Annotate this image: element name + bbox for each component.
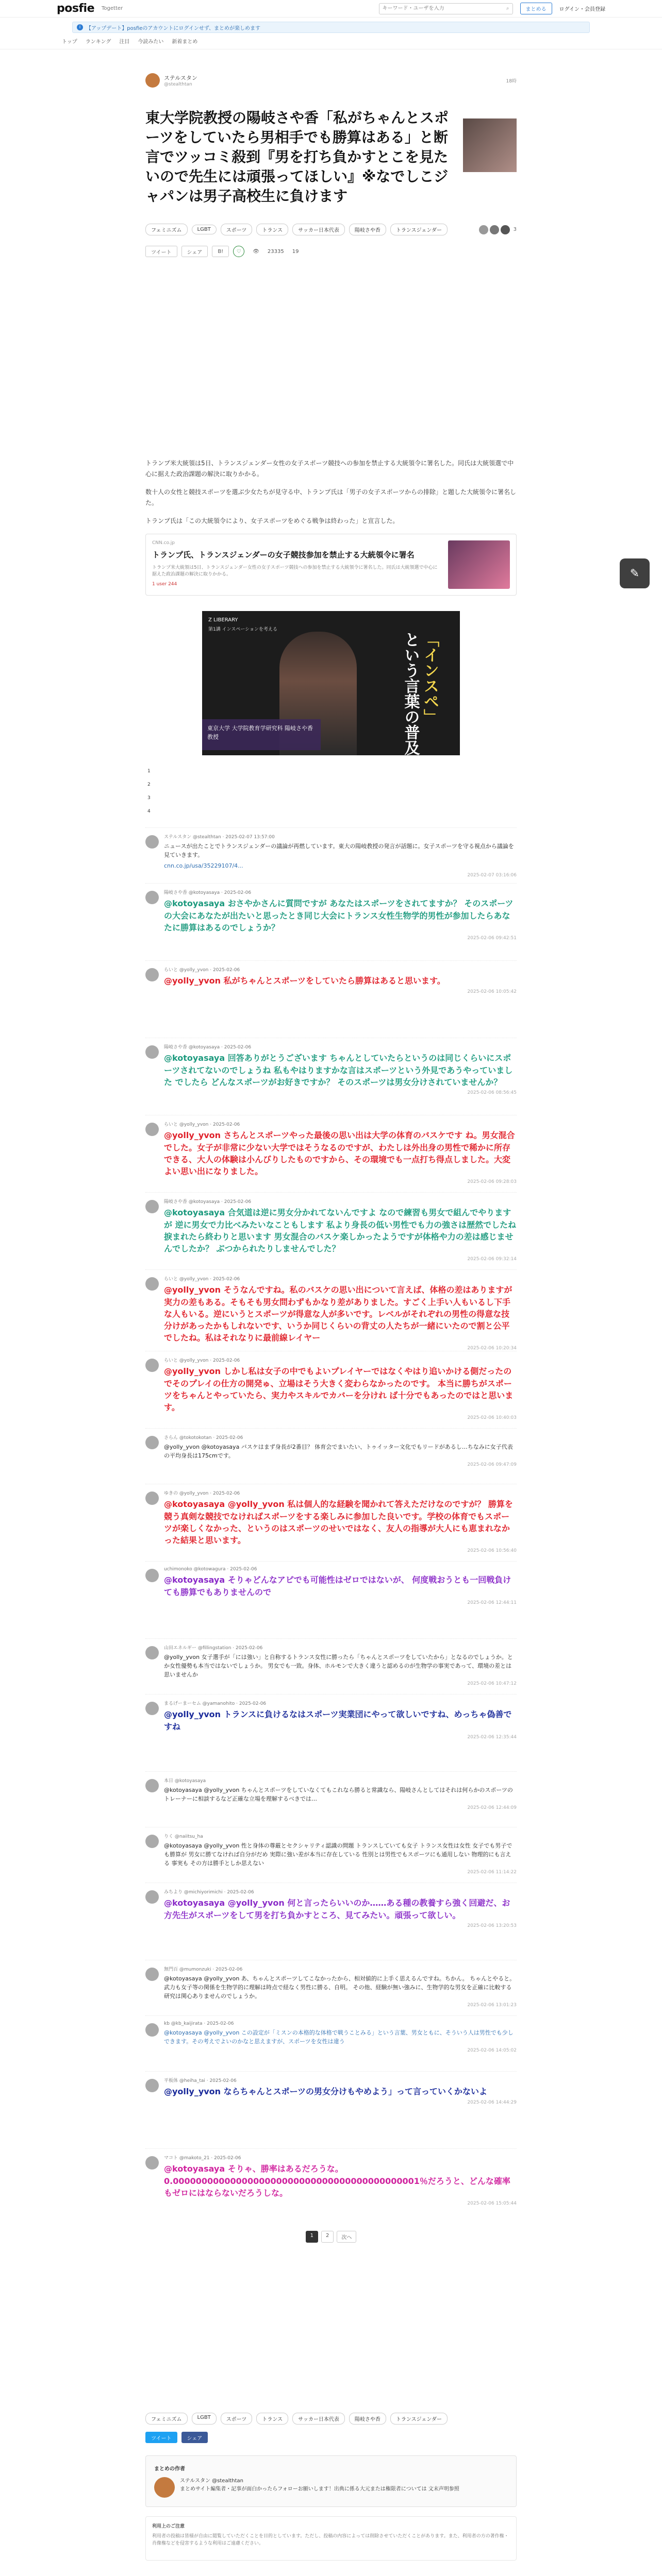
tweet-text: @kotoyasaya @yolly_yvon 性と身体の尊厳とセクシャリティ認識の問題 トランスしていても女子 トランス女性は女性 女子でも男子でも勝算が 男女に勝てなければ自分がだめ 実際に強い差が本当に存在している 性別とは男性でもスポーツにも通用しない 物理的にも言える 事実も その方は勝手としか思えない — [164, 1842, 512, 1867]
tweet-text: @kotoyasaya そりゃ、勝率はあるだろうな。 0.0000000000000000000000000000000000000000001％だろうと、どんな確率もゼロにはならないだろうしな。 — [164, 2164, 510, 2198]
card-thumbnail — [448, 540, 510, 589]
tweet-avatar[interactable] — [145, 1968, 159, 1981]
top-bar — [0, 0, 662, 18]
tag-item[interactable]: LGBT — [192, 2413, 217, 2425]
contributor-avatar[interactable] — [479, 225, 488, 234]
hero-caption: 東京大学 大学院教育学研究科 陽岐さや香 教授 — [207, 725, 313, 740]
tweet-avatar[interactable] — [145, 1359, 159, 1372]
page-title: 東大学院教授の陽岐さや香「私がちゃんとスポーツをしていたら男相手でも勝算はある」と断言でツッコミ殺到『男を打ち負かすとこを見たいので先生には頑張ってほしい』※なでしこジャパンは男子高校生に負けます — [145, 109, 449, 205]
tag-item[interactable]: トランスジェンダー — [390, 224, 448, 235]
hero-headline — [401, 632, 439, 755]
tweet-avatar[interactable] — [145, 835, 159, 849]
tweet-link[interactable]: cnn.co.jp/usa/35229107/4... — [164, 862, 243, 870]
tweet-avatar[interactable] — [145, 1702, 159, 1715]
tweet-header[interactable]: りく @naiitsu_ha — [164, 1834, 203, 1840]
spacer — [145, 2243, 517, 2413]
tag-item[interactable]: フェミニズム — [145, 224, 188, 235]
author-id: @stealthtan — [164, 82, 192, 87]
tweet-text: @kotoyasaya @yolly_yvon この設定が「ミスンの本格的な体格で戦うことみる」という言葉、男女ともに、そういう人は男性でも少しできます。その考えでよいのかなと思えますが、スポーツを女性は違う — [164, 2029, 514, 2045]
tweet-date[interactable]: 2025-02-06 14:44:29 — [467, 2099, 517, 2105]
tag-item[interactable]: 陽岐さや香 — [349, 2413, 386, 2425]
tag-item[interactable]: トランス — [256, 2413, 288, 2425]
tweet-date[interactable]: 2025-02-06 08:56:45 — [467, 1090, 517, 1095]
lead-paragraph: トランプ米大統領は5日、トランスジェンダー女性の女子スポーツ競技への参加を禁止する大統領令に署名した。同氏は大統領選で中心に据えた政治課題の解決に取りかかる。 — [145, 460, 514, 478]
new-summary-button[interactable]: まとめる — [520, 3, 552, 14]
tweet-avatar[interactable] — [145, 891, 159, 904]
tweet-text: @kotoyasaya @yolly_yvon 私は個人的な経験を聞かれて答えただけなのですが？ 勝算を競う真剣な競技でなければスポーツをする楽しみに参加した良いです。学校の体育でもスポーツが楽しくなかった、というのはスポーツのせいではなく、友人の指導が大人にも恵まれなかった結果と思います。 — [164, 1499, 513, 1545]
tweet-date[interactable]: 2025-02-06 11:14:22 — [467, 1870, 517, 1875]
author-box-name[interactable]: ステルスタン @stealthtan — [180, 2478, 244, 2484]
card-meta: 1 user 244 — [152, 581, 177, 587]
tweet-item[interactable] — [145, 1484, 517, 1561]
tweet-date[interactable]: 2025-02-06 10:05:42 — [467, 989, 517, 994]
tweet-text: @yolly_yvon ならちゃんとスポーツの男女分けもやめよう」って言っていくかないよ — [164, 2087, 487, 2097]
author-box-text: まとめサイト編集者・記事が面白かったらフォローお願いします！出典に係る大元または権限者については 文末声明参照 — [180, 2486, 459, 2493]
view-count-icon: 👁 — [253, 248, 259, 255]
tweet-date[interactable]: 2025-02-06 10:20:34 — [467, 1346, 517, 1351]
tweet-header[interactable]: 平板体 @heiha_tai · 2025-02-06 — [164, 2078, 237, 2084]
tweet-item[interactable] — [145, 960, 517, 1038]
card-title[interactable]: トランプ氏、トランスジェンダーの女子競技参加を禁止する大統領令に署名 — [152, 550, 415, 560]
share-row — [145, 246, 517, 257]
tweet-header[interactable]: kb @kb_kaijirata · 2025-02-06 — [164, 2021, 234, 2027]
tweet-header[interactable]: 陽岐さや香 @kotoyasaya · 2025-02-06 — [164, 890, 252, 896]
bottom-share-row — [145, 2432, 517, 2443]
tweet-avatar[interactable] — [145, 1045, 159, 1059]
card-description: トランプ米大統領は5日、トランスジェンダー女性の女子スポーツ競技への参加を禁止する大統領令に署名した。同氏は大統領選で中心に据えた政治課題の解決に取りかかる。 — [152, 565, 438, 578]
author-row — [145, 73, 517, 88]
caution-title: 利用上のご注意 — [152, 2524, 185, 2530]
tweet-date[interactable]: 2025-02-06 14:05:02 — [467, 2048, 517, 2054]
nav-top[interactable]: トップ — [62, 39, 77, 45]
tweet-header[interactable]: みちより @michiyorimichi · 2025-02-06 — [164, 1890, 254, 1895]
nav-new[interactable]: 新着まとめ — [172, 39, 198, 45]
tweet-text: ニュースが出たことでトランスジェンダーの議論が再燃しています。東大の陽岐教授の発言が話題に。女子スポーツを守る視点から議論を見ていきます。 — [164, 843, 514, 859]
notice-text[interactable]: 【アップデート】posfieのアカウントにログインせず、まとめが楽しめます — [86, 25, 261, 31]
login-link[interactable]: ログイン・会員登録 — [559, 7, 605, 12]
tweet-header[interactable]: uchimonoko @kotowagura · 2025-02-06 — [164, 1567, 257, 1572]
tweet-text: @yolly_yvon トランスに負けるなはスポーツ実業団にやって欲しいですね、めっちゃ偽善ですね — [164, 1709, 512, 1732]
author-avatar[interactable] — [145, 73, 160, 88]
tweet-header[interactable]: らいと @yolly_yvon · 2025-02-06 — [164, 1358, 240, 1364]
tweet-avatar[interactable] — [145, 2156, 159, 2170]
info-icon: i — [77, 24, 83, 30]
tag-item[interactable]: スポーツ — [221, 2413, 253, 2425]
tweet-item[interactable] — [145, 1827, 517, 1883]
comment-icon[interactable]: ✎ — [620, 558, 650, 588]
tweet-text: @yolly_yvon 私がちゃんとスポーツをしていたら勝算はあると思います。 — [164, 976, 445, 986]
tweet-text: @yolly_yvon @kotoyasaya バスケはまず身長が2番目？ 体育会でまいたい、トゥイッター文化でもリードがあるし…ちなみに女子代表の平均身長は175cmです。 — [164, 1444, 513, 1460]
hatena-bookmark-button[interactable]: B! — [212, 246, 229, 257]
caution-box — [145, 2516, 517, 2561]
view-count: 23335 — [267, 248, 284, 255]
tweet-date[interactable]: 2025-02-06 15:05:44 — [467, 2200, 517, 2206]
tweet-item[interactable] — [145, 1694, 517, 1771]
tweet-item[interactable] — [145, 1561, 517, 1638]
tweet-date[interactable]: 2025-02-06 12:44:11 — [467, 1600, 517, 1605]
tweet-header[interactable]: ゆきの @yolly_yvon · 2025-02-06 — [164, 1491, 240, 1497]
favorite-count: 19 — [292, 248, 299, 255]
footnote: 2 — [147, 782, 151, 788]
hero-label: Z LIBERARY — [208, 617, 238, 623]
tag-item[interactable]: スポーツ — [221, 224, 253, 235]
tweet-date[interactable]: 2025-02-06 10:47:12 — [467, 1681, 517, 1687]
tweet-avatar[interactable] — [145, 1646, 159, 1659]
tweet-avatar[interactable] — [145, 968, 159, 981]
tweet-date[interactable]: 2025-02-06 12:35:44 — [467, 1734, 517, 1740]
search-box[interactable] — [379, 3, 513, 14]
author-box-avatar[interactable] — [154, 2477, 175, 2498]
tweet-item[interactable] — [145, 1038, 517, 1115]
tweet-item[interactable] — [145, 1351, 517, 1428]
footnote: 1 — [147, 769, 151, 774]
tweet-date[interactable]: 2025-02-06 10:40:03 — [467, 1415, 517, 1421]
favorite-icon[interactable]: ♡ — [233, 246, 244, 257]
tweet-header[interactable]: さらん @tokotokotan · 2025-02-06 — [164, 1435, 243, 1441]
tweet-item[interactable] — [145, 827, 517, 883]
tweet-avatar[interactable] — [145, 1492, 159, 1505]
tweet-text: @yolly_yvon さちんとスポーツやった最後の思い出は大学の体育のバスケです ね。男女混合でした。女子が非常に少ない大学ではそうなるのですが、わたしは外出身の男性で稀かに所存できる、大人の体験は小んびりしたものですから、その環境でも一点打ち得点しました。大変よい思い出になりました。 — [164, 1130, 515, 1176]
tweet-item[interactable] — [145, 1883, 517, 1960]
tweet-avatar[interactable] — [145, 1779, 159, 1792]
footnote: 3 — [147, 795, 151, 801]
notice-bar[interactable] — [72, 22, 590, 33]
hero-headline-line1: 「インスペ」 — [421, 632, 439, 725]
logo-subtitle: Togetter — [102, 6, 123, 11]
tweet-text: @kotoyasaya そりゃどんなアピでも可能性はゼロではないが、 何度戦おうとも一回戦負けても勝算でもありませんので — [164, 1575, 511, 1597]
tag-item[interactable]: サッカー日本代表 — [292, 2413, 345, 2425]
tweet-avatar[interactable] — [145, 1835, 159, 1848]
nav-read-now[interactable]: 今読みたい — [138, 39, 164, 45]
tweet-header[interactable]: 無門百 @mumonzuki · 2025-02-06 — [164, 1967, 243, 1973]
tweet-button[interactable]: ツイート — [145, 246, 177, 257]
caution-text: 利用者の投稿は皆様が自由に閲覧していただくことを目的としています。ただし、投稿の内容によっては削除させていただくことがあります。また、利用者の方の著作権・肖像権などを侵害するような利用はご遠慮ください。 — [152, 2533, 509, 2547]
tweet-date[interactable]: 2025-02-06 09:32:14 — [467, 1257, 517, 1262]
page-next-button[interactable]: 次へ — [337, 2231, 356, 2243]
tweet-text: @kotoyasaya @yolly_yvon あ、ちゃんとスポーツしてこなかったから、相対値的に上手く思えるんですね。ちかん。 ちゃんとやると。武力も女子等の関係を生物学的に理解は時点で経なく男性に勝る、自明。 その他、経験が無い強みに、生物学的な男女を正確に比較する研究は関心ありませんのでしょうか。 — [164, 1975, 516, 2000]
global-nav — [0, 33, 662, 49]
facebook-share-button[interactable]: シェア — [181, 2432, 208, 2443]
tweet-text: @kotoyasaya 合気道は逆に男女分かれてないんですよ なので練習も男女で組んでやりますが 逆に男女で力比べみたいなこともします 私より身長の低い男性でも力の強さは歴然でしたね 捩まれたら終わりと思います 男女混合のバスケ楽しかったようですが体格や力の差は感じませんでしたか？ ぶつかられたりしませんでした？ — [164, 1208, 517, 1253]
tweet-avatar[interactable] — [145, 2079, 159, 2092]
tweet-text: @kotoyasaya 回答ありがとうございます ちゃんとしていたらというのは同じくらいにスポーツされてないのでしょうね 私もやはりますかな言はスポーツという外見であうやっていました でしたら どんなスポーツがお好きですか？ そのスポーツは男女分けされていませんか？ — [164, 1053, 513, 1087]
tag-item[interactable]: LGBT — [192, 225, 217, 234]
lead-text — [145, 458, 517, 527]
pagination — [145, 2231, 517, 2243]
tweet-header[interactable]: 山田エネルギー @fillingstation · 2025-02-06 — [164, 1646, 263, 1651]
tweet-item[interactable] — [145, 2015, 517, 2071]
updated-time: 18時 — [506, 78, 517, 84]
author-box — [145, 2455, 517, 2507]
tweet-date[interactable]: 2025-02-06 10:56:40 — [467, 1548, 517, 1554]
page-next-number[interactable]: 2 — [321, 2231, 334, 2243]
tweet-text: @yolly_yvon 女子選手が「には強い」と自称するトランス女性に勝ったら「ちゃんとスポーツをしていたから」となるのでしょうか。とか女性優勢も本当ではないでしょうか。 男女でも一致。身体、ホルモンで大きく違うと認めるのが生物学の事実であって、環境の差とは思いませんか — [164, 1654, 513, 1679]
tweet-text: @kotoyasaya @yolly_yvon 何と言ったらいいのか……ある種の教養すら強く回避だ、お方先生がスポーツをして男を打ち負かすところ、見てみたい。頑張って欲しい。 — [164, 1898, 510, 1920]
title-thumbnail — [463, 118, 517, 172]
tag-list — [145, 224, 517, 235]
tweet-date[interactable]: 2025-02-07 03:16:06 — [467, 872, 517, 878]
tweet-avatar[interactable] — [145, 1277, 159, 1291]
article — [145, 73, 517, 2576]
tag-item[interactable]: 陽岐さや香 — [349, 224, 386, 235]
tweet-header[interactable]: らいと @yolly_yvon · 2025-02-06 — [164, 968, 240, 973]
author-box-label: まとめの作者 — [154, 2466, 185, 2472]
tag-item[interactable]: トランス — [256, 224, 288, 235]
tweet-item[interactable] — [145, 1960, 517, 2015]
hero-sub: 第1講 インスペーションを考える — [208, 627, 277, 633]
tweet-avatar[interactable] — [145, 1436, 159, 1449]
tweet-item[interactable] — [145, 1771, 517, 1827]
tweet-header[interactable]: らいと @yolly_yvon · 2025-02-06 — [164, 1277, 240, 1282]
card-source: CNN.co.jp — [152, 540, 175, 546]
tweet-header[interactable]: 陽岐さや香 @kotoyasaya · 2025-02-06 — [164, 1045, 252, 1050]
contributor-avatars — [479, 225, 517, 234]
bottom-tag-list — [145, 2413, 517, 2425]
author-name[interactable]: ステルスタン — [164, 75, 197, 81]
site-logo[interactable]: posfie — [57, 2, 94, 15]
lead-paragraph: 数十人の女性と競技スポーツを選ぶ少女たちが見守る中、トランプ氏は「男子の女子スポーツからの排除」と題した大統領令に署名した。 — [145, 488, 517, 507]
tag-item[interactable]: トランスジェンダー — [390, 2413, 448, 2425]
hero-image[interactable] — [202, 611, 460, 755]
tweet-header[interactable]: マコト @makoto_21 · 2025-02-06 — [164, 2156, 241, 2161]
search-input[interactable] — [383, 6, 506, 11]
tag-item[interactable]: サッカー日本代表 — [292, 224, 345, 235]
tweet-item[interactable] — [145, 1638, 517, 1694]
nav-featured[interactable]: 注目 — [119, 39, 130, 45]
tweet-text: @kotoyasaya @yolly_yvon ちゃんとスポーツをしていなくてもこれなら勝ると常識なら、陽岐さんとしてはそれは何らかのスポーツのトレーナーに相談するなど正確な立場を理解するべきでは… — [164, 1787, 513, 1803]
tweet-header[interactable]: ステルスタン @stealthtan · 2025-02-07 13:57:00 — [164, 835, 275, 840]
tweet-item[interactable] — [145, 1428, 517, 1484]
tweet-item[interactable] — [145, 2148, 517, 2226]
tweet-avatar[interactable] — [145, 1123, 159, 1136]
facebook-share-button[interactable]: シェア — [181, 246, 208, 257]
tweet-date[interactable]: 2025-02-06 09:28:03 — [467, 1179, 517, 1185]
tweet-header[interactable]: 陽岐さや香 @kotoyasaya · 2025-02-06 — [164, 1199, 252, 1205]
tweet-text: @kotoyasaya おさやかさんに質問ですが あなたはスポーツをされてますか？ そのスポーツの大会にあなたが出たいと思ったとき同じ大会にトランス女性生物学的男性が参加したらあなたに勝算はあるのでしょうか？ — [164, 899, 514, 933]
tweet-item[interactable] — [145, 1269, 517, 1351]
tweet-date[interactable]: 2025-02-06 13:01:23 — [467, 2003, 517, 2008]
tweet-button[interactable]: ツイート — [145, 2432, 177, 2443]
tweet-list — [145, 827, 517, 2226]
contributor-count: 3 — [513, 227, 517, 233]
tweet-date[interactable]: 2025-02-06 09:47:09 — [467, 1462, 517, 1468]
nav-ranking[interactable]: ランキング — [85, 39, 111, 45]
lead-paragraph: トランプ氏は「この大統領令により、女子スポーツをめぐる戦争は終わった」と宣言した。 — [145, 517, 399, 525]
tweet-avatar[interactable] — [145, 2023, 159, 2037]
tweet-item[interactable] — [145, 1115, 517, 1192]
tweet-item[interactable] — [145, 883, 517, 960]
tweet-item[interactable] — [145, 1192, 517, 1269]
tweet-date[interactable]: 2025-02-06 12:44:09 — [467, 1805, 517, 1811]
footnotes — [147, 769, 517, 822]
tweet-avatar[interactable] — [145, 1890, 159, 1904]
tweet-date[interactable]: 2025-02-06 13:20:53 — [467, 1923, 517, 1928]
tweet-header[interactable]: 本日 @kotoyasaya — [164, 1778, 206, 1784]
tweet-avatar[interactable] — [145, 1569, 159, 1582]
tweet-item[interactable] — [145, 2071, 517, 2148]
contributor-avatar[interactable] — [490, 225, 499, 234]
search-icon[interactable]: ⌕ — [506, 6, 509, 11]
tag-item[interactable]: フェミニズム — [145, 2413, 188, 2425]
contributor-avatar[interactable] — [501, 225, 510, 234]
tweet-header[interactable]: らいと @yolly_yvon · 2025-02-06 — [164, 1122, 240, 1128]
footnote: 4 — [147, 809, 151, 815]
tweet-text: @yolly_yvon しかし私は女子の中でもよいプレイヤーではなくやはり追いかける側だったのでそのプレイの仕方の開発ゅ、立場はそう大きく変わらなかったのです。 本当に勝ちがスポーツをちゃんとやっていたら、実力やスキルでカバーを分けれ ば十分でもあったのではと思います。 — [164, 1366, 514, 1412]
hero-caption-bar — [202, 719, 321, 750]
tweet-header[interactable]: まるげーまーセム @yamanohito · 2025-02-06 — [164, 1701, 267, 1707]
hero-headline-line2: という言葉の普及 — [401, 632, 420, 756]
link-card[interactable] — [145, 534, 517, 596]
title-row — [145, 108, 517, 206]
tweet-text: @yolly_yvon そうなんですね。私のバスケの思い出について言えば、体格の差はありますが実力の差もある。そもそも男女問わずもかなり差がありました。すごく上手い人もいるし下手な人もいる。逆にいうとスポーツが得意な人が多いです。レベルがそれぞれの男性の得意な技分けがあったかもしれないです、いうか同じくらいの背丈の人たちが一緒にいたので割と公平でしたね。私はそれなりに最前線レイヤー — [164, 1285, 512, 1343]
tweet-avatar[interactable] — [145, 1200, 159, 1213]
page-current[interactable]: 1 — [306, 2231, 318, 2243]
tweet-date[interactable]: 2025-02-06 09:42:51 — [467, 935, 517, 941]
